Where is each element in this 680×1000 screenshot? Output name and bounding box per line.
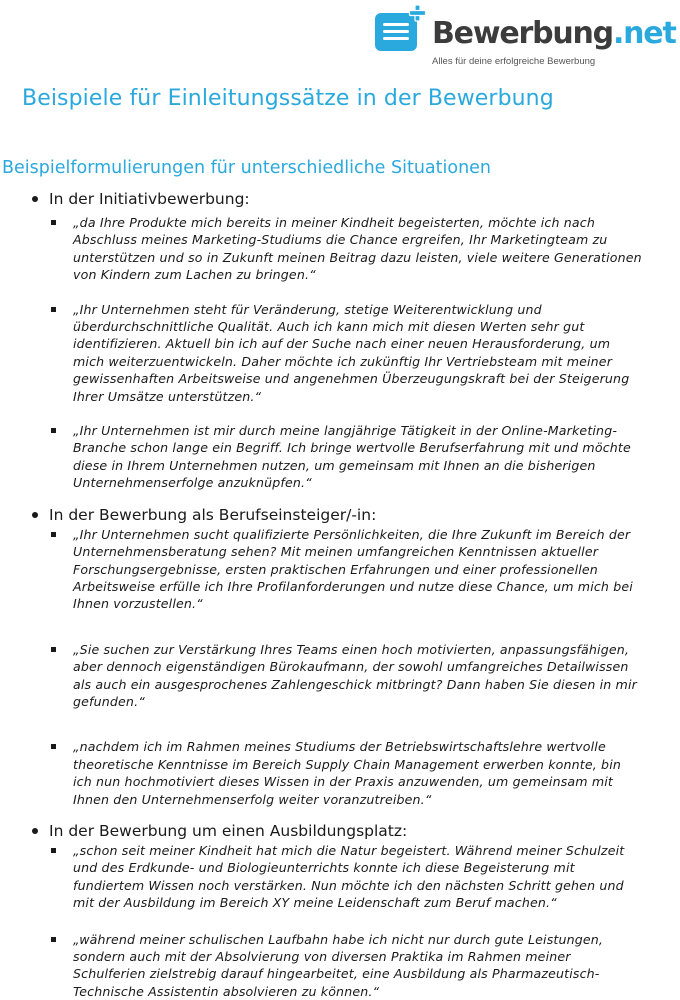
quote-item: „schon seit meiner Kindheit hat mich die Natur begeistert. Während meiner Schulzeit und des Erdkunde- und Biologieunterrichts konnte ich diese Begeisterung mit fundiertem Wissen noch verstärken. Nun möchte ich den nächsten Schritt gehen und mit der Ausbildung im Bereich XY meine Leidenschaft zum Beruf machen.“ <box>73 842 643 912</box>
logo-tld: .net <box>612 16 676 51</box>
quote-item: „während meiner schulischen Laufbahn habe ich nicht nur durch gute Leistungen, sondern auch mit der Absolvierung von diversen Praktika im Rahmen meiner Schulferien zielstrebig darauf hingearbeitet, eine Ausbildung als Pharmazeutisch-Technische Assistentin absolvieren zu können.“ <box>73 931 643 1000</box>
quote-list <box>0 842 680 1000</box>
logo-tagline: Alles für deine erfolgreiche Bewerbung <box>432 56 596 67</box>
logo-wordmark <box>432 16 676 52</box>
group-title: In der Initiativbewerbung: <box>0 188 680 210</box>
quote-item: „nachdem ich im Rahmen meines Studiums der Betriebswirtschaftslehre wertvolle theoretische Kenntnisse im Bereich Supply Chain Management erwerben konnte, bin ich nun hochmotiviert dieses Wissen in der Praxis anzuwenden, um gemeinsam mit Ihnen den Unternehmenserfolg weiter voranzutreiben.“ <box>73 738 643 808</box>
quote-item: „da Ihre Produkte mich bereits in meiner Kindheit begeisterten, möchte ich nach Abschluss meines Marketing-Studiums die Chance ergreifen, Ihr Marketingteam zu unterstützen und so in Zukunft meinen Beitrag dazu leisten, viele weitere Generationen von Kindern zum Lachen zu bringen.“ <box>73 215 642 283</box>
group-initiativbewerbung <box>0 188 680 492</box>
quote-item: „Ihr Unternehmen steht für Veränderung, stetige Weiterentwicklung und überdurchschnittliche Qualität. Auch ich kann mich mit diesen Werten sehr gut identifizieren. Aktuell bin ich auf der Suche nach einer neuen Herausforderung, um mich weiterzuentwickeln. Daher möchte ich zukünftig Ihr Vertriebsteam mit meiner gewissenhaften Arbeitsweise und angenehmen Überzeugungskraft bei der Steigerung Ihrer Umsätze unterstützen.“ <box>73 301 643 405</box>
logo-word: Bewerbung <box>432 16 613 51</box>
document-list-icon <box>374 4 428 60</box>
quote-item: „Sie suchen zur Verstärkung Ihres Teams einen hoch motivierten, anpassungsfähigen, aber dennoch eigenständigen Bürokaufmann, der sowohl umfangreiches Detailwissen als auch ein ausgesprochenes Zahlengeschick mitbringt? Dann haben Sie diesen in mir gefunden.“ <box>73 641 643 711</box>
quote-list <box>0 526 680 808</box>
group-title: In der Bewerbung um einen Ausbildungsplatz: <box>0 820 680 842</box>
group-title: In der Bewerbung als Berufseinsteiger/-in: <box>0 504 680 526</box>
section-title: Beispielformulierungen für unterschiedliche Situationen <box>2 158 492 178</box>
quote-list <box>0 214 680 492</box>
group-berufseinsteiger <box>0 504 680 808</box>
group-ausbildungsplatz <box>0 820 680 1000</box>
brand-logo[interactable] <box>374 4 674 70</box>
content <box>0 188 680 1000</box>
quote-item: „Ihr Unternehmen sucht qualifizierte Persönlichkeiten, die Ihre Zukunft im Bereich der Unternehmensberatung sehen? Mit meinen umfangreichen Kenntnissen aktueller Forschungsergebnisse, ersten praktischen Erfahrungen und einer professionellen Arbeitsweise erfülle ich Ihre Profilanforderungen und nutze diese Chance, um mich bei Ihnen vorzustellen.“ <box>73 526 643 613</box>
page-title: Beispiele für Einleitungssätze in der Bewerbung <box>22 86 554 111</box>
quote-item: „Ihr Unternehmen ist mir durch meine langjährige Tätigkeit in der Online-Marketing-Branche schon lange ein Begriff. Ich bringe wertvolle Berufserfahrung mit und möchte diese in Ihrem Unternehmen nutzen, um gemeinsam mit Ihnen an die bisherigen Unternehmenserfolge anzuknüpfen.“ <box>73 422 643 492</box>
